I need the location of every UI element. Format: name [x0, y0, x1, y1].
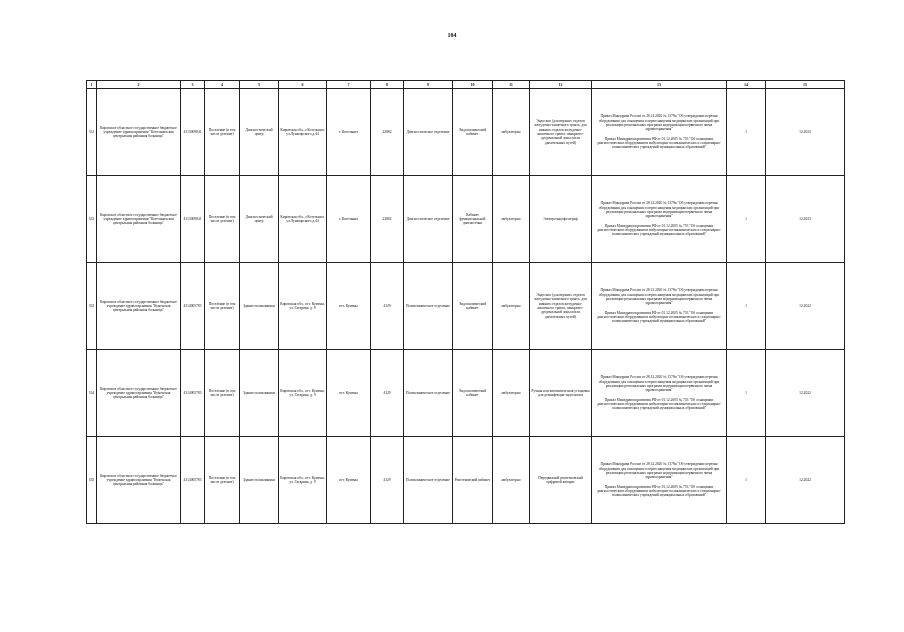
- building-name: Здание поликлиники: [240, 437, 279, 524]
- quantity: 1: [727, 437, 766, 524]
- deadline: 12.2022: [766, 350, 845, 437]
- equipment-register-table: [86, 80, 845, 524]
- table-row: [87, 350, 845, 437]
- quantity: 1: [727, 89, 766, 176]
- department: Поликлиническое отделение: [404, 350, 453, 437]
- column-number: 6: [279, 81, 327, 89]
- address: Кировская обл., г.Котельнич, ул.Луначарского,д.44: [279, 176, 327, 263]
- address: Кировская обл., пгт. Кумены, ул. Гагарина, д. 9: [279, 437, 327, 524]
- equipment-name: Ручная или автоматическая установка для дезинфекции эндоскопов: [530, 350, 592, 437]
- building-name: Диагностический центр: [240, 176, 279, 263]
- locality: пгт. Кумены: [327, 350, 371, 437]
- locality: пгт. Кумены: [327, 263, 371, 350]
- column-number-row: [87, 81, 845, 89]
- locality: пгт. Кумены: [327, 437, 371, 524]
- settlement-type: Поселение (в том числе деление): [205, 437, 240, 524]
- column-number: 14: [727, 81, 766, 89]
- deadline: 12.2022: [766, 263, 845, 350]
- organization-name: Кировское областное государственное бюджетное учреждение здравоохранения "Котельничская центральная районная больница": [97, 176, 181, 263]
- quantity: 1: [727, 176, 766, 263]
- inn: 4313009841: [181, 89, 205, 176]
- room: Кабинет функциональной диагностики: [453, 176, 493, 263]
- column-number: 12: [530, 81, 592, 89]
- population: 4129: [371, 437, 404, 524]
- legal-basis: [592, 263, 727, 350]
- inn: 4313009841: [181, 176, 205, 263]
- order-1379n: Приказ Минздрава России от 28.12.2020 № 1379н "Об утверждении перечня оборудования для оснащения и переоснащения медицинских организаций при реализации региональных программ модернизации первичного звена здравоохранения": [598, 288, 720, 306]
- room: Эндоскопический кабинет: [453, 350, 493, 437]
- care-type: амбулаторно: [493, 350, 530, 437]
- table-row: [87, 176, 845, 263]
- order-753: Приказ Минздравсоцразвития РФ от 01.12.2005 № 753 "Об оснащении диагностическим оборудованием амбулаторно-поликлинических и стационарно-поликлинических учреждений муниципальных образований": [596, 484, 722, 498]
- quantity: 1: [727, 350, 766, 437]
- care-type: амбулаторно: [493, 263, 530, 350]
- deadline: 12.2022: [766, 437, 845, 524]
- row-number: 332: [87, 176, 97, 263]
- organization-name: Кировское областное государственное бюджетное учреждение здравоохранения "Котельничская центральная районная больница": [97, 89, 181, 176]
- column-number: 2: [97, 81, 181, 89]
- column-number: 7: [327, 81, 371, 89]
- column-number: 1: [87, 81, 97, 89]
- column-number: 15: [766, 81, 845, 89]
- column-number: 13: [592, 81, 727, 89]
- column-number: 5: [240, 81, 279, 89]
- population: 4129: [371, 350, 404, 437]
- building-name: Здание поликлиники: [240, 350, 279, 437]
- settlement-type: Поселение (в том числе деление): [205, 350, 240, 437]
- care-type: амбулаторно: [493, 89, 530, 176]
- inn: 4314005783: [181, 263, 205, 350]
- care-type: амбулаторно: [493, 176, 530, 263]
- column-number: 10: [453, 81, 493, 89]
- column-number: 3: [181, 81, 205, 89]
- organization-name: Кировское областное государственное бюджетное учреждение здравоохранения "Куменская центральная районная больница": [97, 263, 181, 350]
- order-753: Приказ Минздравсоцразвития РФ от 01.12.2005 № 753 "Об оснащении диагностическим оборудованием амбулаторно-поликлинических и стационарно-поликлинических учреждений муниципальных образований": [596, 310, 722, 324]
- row-number: 335: [87, 437, 97, 524]
- settlement-type: Поселение (в том числе деление): [205, 89, 240, 176]
- order-753: Приказ Минздравсоцразвития РФ от 01.12.2005 № 753 "Об оснащении диагностическим оборудованием амбулаторно-поликлинических и стационарно-поликлинических учреждений муниципальных образований": [596, 136, 722, 150]
- legal-basis: [592, 437, 727, 524]
- table-row: [87, 437, 845, 524]
- inn: 4314005783: [181, 437, 205, 524]
- column-number: 8: [371, 81, 404, 89]
- order-1379n: Приказ Минздрава России от 28.12.2020 № 1379н "Об утверждении перечня оборудования для оснащения и переоснащения медицинских организаций при реализации региональных программ модернизации первичного звена здравоохранения": [598, 114, 720, 132]
- department: Поликлиническое отделение: [404, 437, 453, 524]
- department: Диагностическое отделение: [404, 176, 453, 263]
- settlement-type: Поселение (в том числе деление): [205, 176, 240, 263]
- department: Поликлиническое отделение: [404, 263, 453, 350]
- department: Диагностическое отделение: [404, 89, 453, 176]
- equipment-name: Электроэнцефалограф: [530, 176, 592, 263]
- population: 22882: [371, 176, 404, 263]
- address: Кировская обл., пгт. Кумены, ул. Гагарина, д. 9: [279, 263, 327, 350]
- table-row: [87, 263, 845, 350]
- legal-basis: [592, 89, 727, 176]
- address: Кировская обл., г.Котельнич, ул.Луначарского,д.44: [279, 89, 327, 176]
- room: Эндоскопический кабинет: [453, 263, 493, 350]
- row-number: 334: [87, 350, 97, 437]
- settlement-type: Поселение (в том числе деление): [205, 263, 240, 350]
- order-1379n: Приказ Минздрава России от 28.12.2020 № 1379н "Об утверждении перечня оборудования для оснащения и переоснащения медицинских организаций при реализации региональных программ модернизации первичного звена здравоохранения": [598, 201, 720, 219]
- equipment-name: Передвижной рентгеновский цифровой аппарат: [530, 437, 592, 524]
- column-number: 9: [404, 81, 453, 89]
- column-number: 4: [205, 81, 240, 89]
- equipment-name: Эндоскоп (для верхних отделов желудочно-кишечного тракта, для нижних отделов желудочно-кишечного тракта, панкреато-дуоденальной зоны и/или дыхательных путей): [530, 89, 592, 176]
- building-name: Диагностический центр: [240, 89, 279, 176]
- row-number: 333: [87, 263, 97, 350]
- locality: г. Котельнич: [327, 89, 371, 176]
- order-753: Приказ Минздравсоцразвития РФ от 01.12.2005 № 753 "Об оснащении диагностическим оборудованием амбулаторно-поликлинических и стационарно-поликлинических учреждений муниципальных образований": [596, 397, 722, 411]
- order-1379n: Приказ Минздрава России от 28.12.2020 № 1379н "Об утверждении перечня оборудования для оснащения и переоснащения медицинских организаций при реализации региональных программ модернизации первичного звена здравоохранения": [598, 462, 720, 480]
- legal-basis: [592, 176, 727, 263]
- locality: г. Котельнич: [327, 176, 371, 263]
- address: Кировская обл., пгт. Кумены, ул. Гагарина, д. 9: [279, 350, 327, 437]
- legal-basis: [592, 350, 727, 437]
- inn: 4314005783: [181, 350, 205, 437]
- care-type: амбулаторно: [493, 437, 530, 524]
- population: 4129: [371, 263, 404, 350]
- organization-name: Кировское областное государственное бюджетное учреждение здравоохранения "Куменская центральная районная больница": [97, 437, 181, 524]
- table-row: [87, 89, 845, 176]
- quantity: 1: [727, 263, 766, 350]
- order-753: Приказ Минздравсоцразвития РФ от 01.12.2005 № 753 "Об оснащении диагностическим оборудованием амбулаторно-поликлинических и стационарно-поликлинических учреждений муниципальных образований": [596, 223, 722, 237]
- column-number: 11: [493, 81, 530, 89]
- row-number: 331: [87, 89, 97, 176]
- deadline: 12.2023: [766, 89, 845, 176]
- equipment-name: Эндоскоп (для верхних отделов желудочно-кишечного тракта, для нижних отделов желудочно-кишечного тракта, панкреато-дуоденальной зоны и/или дыхательных путей): [530, 263, 592, 350]
- order-1379n: Приказ Минздрава России от 28.12.2020 № 1379н "Об утверждении перечня оборудования для оснащения и переоснащения медицинских организаций при реализации региональных программ модернизации первичного звена здравоохранения": [598, 375, 720, 393]
- population: 22882: [371, 89, 404, 176]
- room: Рентгеновский кабинет: [453, 437, 493, 524]
- page-number: 104: [447, 33, 457, 39]
- organization-name: Кировское областное государственное бюджетное учреждение здравоохранения "Куменская центральная районная больница": [97, 350, 181, 437]
- room: Эндоскопический кабинет: [453, 89, 493, 176]
- building-name: Здание поликлиники: [240, 263, 279, 350]
- deadline: 12.2023: [766, 176, 845, 263]
